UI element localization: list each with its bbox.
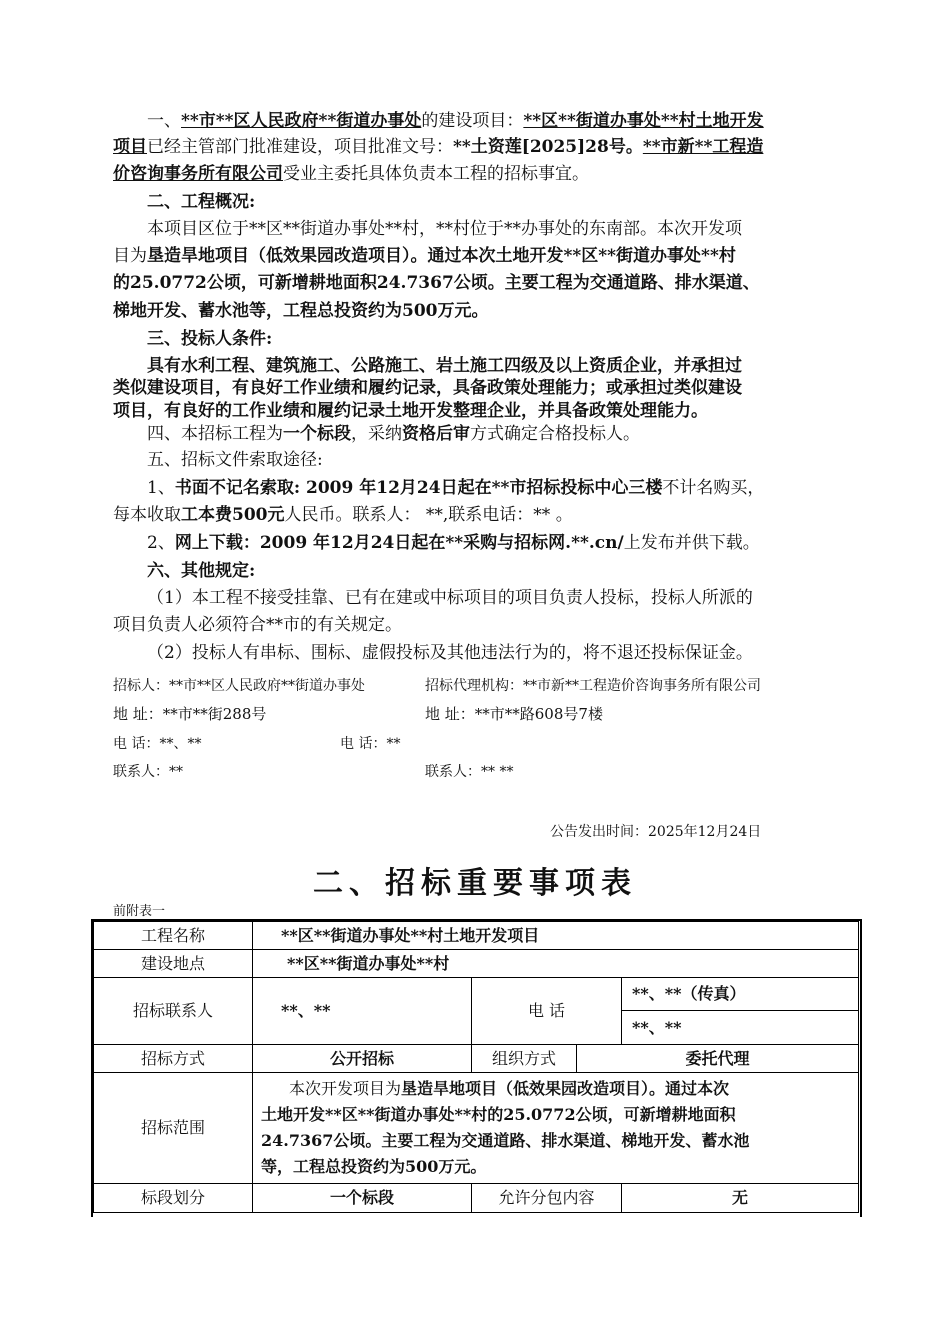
org-value: 委托代理 xyxy=(577,1045,859,1073)
section2-line2: 目为垦造旱地项目（低效果园改造项目）。通过本次土地开发**区**街道办事处**村 xyxy=(113,246,736,266)
section5-line3: 2、网上下载：2009 年12月24日起在**采购与招标网.**.cn/上发布并供下载。 xyxy=(147,533,760,553)
section1-line1: 一、**市**区人民政府**街道办事处的建设项目：**区**街道办事处**村土地开发 xyxy=(147,111,764,131)
section2-line3: 的25.0772公顷，可新增耕地面积24.7367公顷。主要工程为交通道路、排水渠道、 xyxy=(113,273,760,293)
table-row xyxy=(94,1045,859,1073)
section2-line1: 本项目区位于**区**街道办事处**村，**村位于**办事处的东南部。本次开发项 xyxy=(147,219,742,239)
section3-line2: 类似建设项目，有良好工作业绩和履约记录，具备政策处理能力；或承担过类似建设 xyxy=(113,378,742,398)
table-row xyxy=(94,922,859,950)
issue-time: 公告发出时间：2025年12月24日 xyxy=(550,824,762,840)
important-items-table xyxy=(93,921,859,1213)
section2-heading: 二、工程概况: xyxy=(147,192,256,212)
subcontract-label: 允许分包内容 xyxy=(472,1184,622,1213)
section6-line2: 项目负责人必须符合**市的有关规定。 xyxy=(113,615,402,635)
scope-value: 本次开发项目为垦造旱地项目（低效果园改造项目）。通过本次 土地开发**区**街道办事处**村的25.0772公顷，可新增耕地面积 24.7367公顷。主要工程为交通道路、排水渠道、梯地开发、蓄水池 等，工程总投资约为500万元。 xyxy=(253,1073,859,1184)
agent-address: 地 址：**市**路608号7楼 xyxy=(425,705,603,723)
section4-line: 四、本招标工程为一个标段，采纳资格后审方式确定合格投标人。 xyxy=(147,424,640,444)
method-value: 公开招标 xyxy=(253,1045,472,1073)
subcontract-value: 无 xyxy=(622,1184,859,1213)
section3-heading: 三、投标人条件: xyxy=(147,329,273,349)
section3-line3: 项目，有良好的工作业绩和履约记录土地开发整理企业，并具备政策处理能力。 xyxy=(113,401,708,421)
agent-phone: 电 话：** xyxy=(340,736,401,752)
project-name-label: 工程名称 xyxy=(94,922,253,950)
section2-line4: 梯地开发、蓄水池等，工程总投资约为500万元。 xyxy=(113,301,489,321)
section6-line1: （1）本工程不接受挂靠、已有在建或中标项目的项目负责人投标，投标人所派的 xyxy=(147,588,753,608)
location-value: **区**街道办事处**村 xyxy=(253,950,859,978)
method-label: 招标方式 xyxy=(94,1045,253,1073)
table-row xyxy=(94,950,859,978)
table-row xyxy=(94,978,859,1011)
section5-line1: 1、书面不记名索取: 2009 年12月24日起在**市招标投标中心三楼不计名购买， xyxy=(147,478,765,498)
section1-line3: 价咨询事务所有限公司受业主委托具体负责本工程的招标事宜。 xyxy=(113,164,589,184)
contact-value: **、** xyxy=(253,978,472,1045)
contact-label: 招标联系人 xyxy=(94,978,253,1045)
section1-line2: 项目已经主管部门批准建设，项目批准文号：**土资莲[2025]28号。**市新**工程造 xyxy=(113,137,764,157)
agent-line: 招标代理机构：**市新**工程造价咨询事务所有限公司 xyxy=(425,678,761,694)
owner-address: 地 址：**市**街288号 xyxy=(113,705,267,723)
owner-phone: 电 话：**、** xyxy=(113,736,202,752)
phone-value-2: **、** xyxy=(622,1011,859,1045)
approval-number: **土资莲[2025]28号。 xyxy=(453,137,643,157)
section5-heading: 五、招标文件索取途径: xyxy=(147,450,323,470)
section6-heading: 六、其他规定: xyxy=(147,561,256,581)
table-row xyxy=(94,1073,859,1184)
project-name-a: **区**街道办事处**村土地开发 xyxy=(523,111,764,131)
table-note: 前附表一 xyxy=(113,904,166,919)
project-name-value: **区**街道办事处**村土地开发项目 xyxy=(253,922,859,950)
section6-line3: （2）投标人有串标、围标、虚假投标及其他违法行为的，将不退还投标保证金。 xyxy=(147,643,753,663)
org-label: 组织方式 xyxy=(472,1045,577,1073)
phone-label: 电 话 xyxy=(472,978,622,1045)
owner-contact-person: 联系人：** xyxy=(113,764,183,780)
section-value: 一个标段 xyxy=(253,1184,472,1213)
scope-label: 招标范围 xyxy=(94,1073,253,1184)
section3-line1: 具有水利工程、建筑施工、公路施工、岩土施工四级及以上资质企业，并承担过 xyxy=(147,356,742,376)
owner-line: 招标人：**市**区人民政府**街道办事处 xyxy=(113,678,365,694)
table-section-title: 二、招标重要事项表 xyxy=(313,866,637,901)
section5-line2: 每本收取工本费500元人民币。联系人： **,联系电话：** 。 xyxy=(113,505,573,525)
section-label: 标段划分 xyxy=(94,1184,253,1213)
phone-value-1: **、**（传真） xyxy=(622,978,859,1011)
table-row xyxy=(94,1184,859,1213)
agent-contact-person: 联系人：** ** xyxy=(425,764,514,780)
location-label: 建设地点 xyxy=(94,950,253,978)
owner-name: **市**区人民政府**街道办事处 xyxy=(181,111,422,131)
